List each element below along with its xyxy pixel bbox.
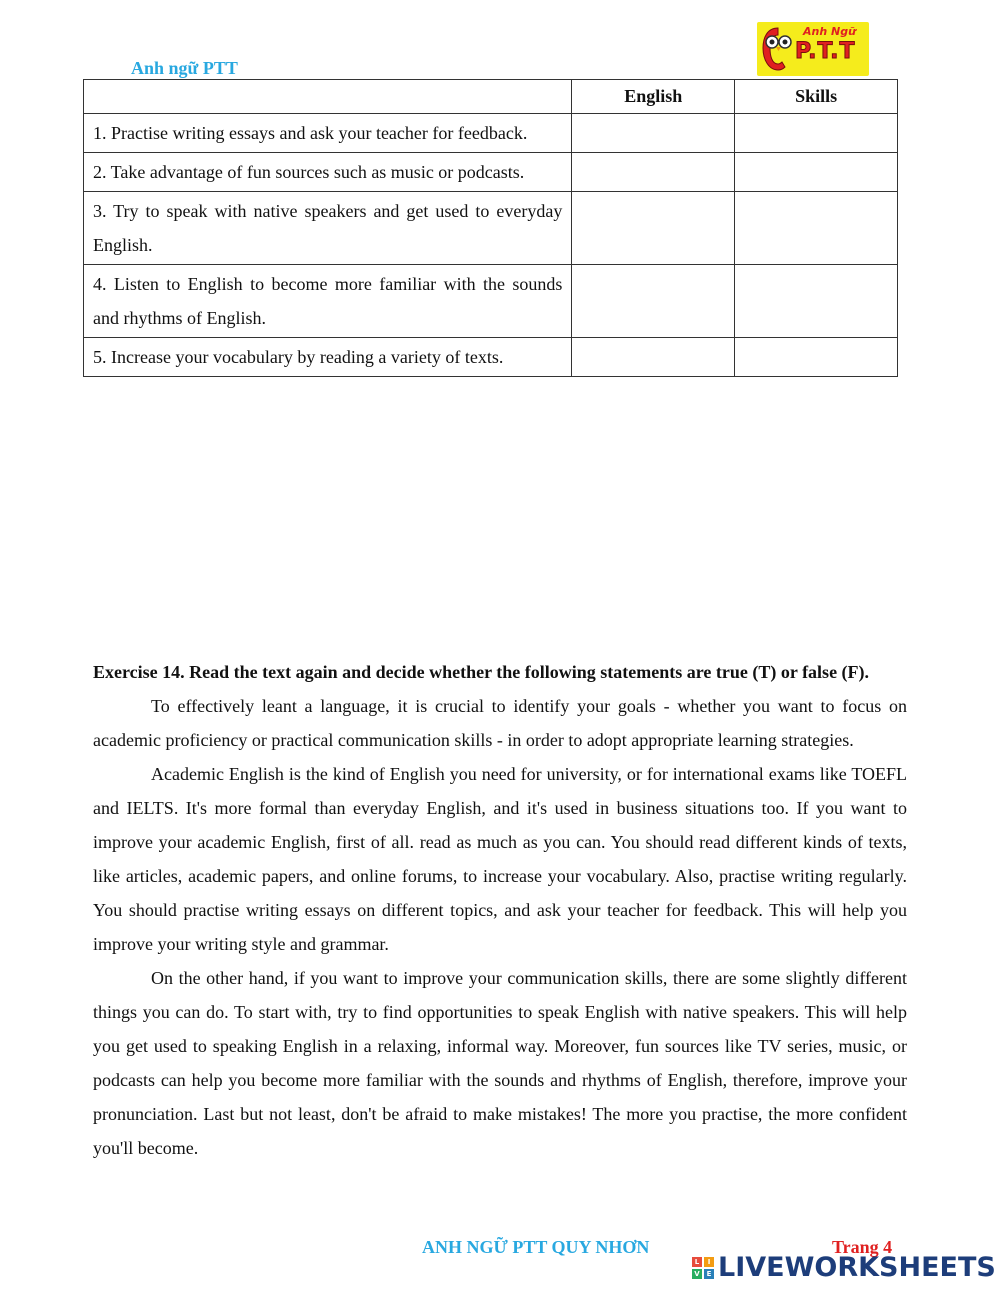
ptt-logo bbox=[757, 22, 869, 76]
answer-cell-skills[interactable] bbox=[735, 265, 898, 338]
icon-letter: V bbox=[692, 1269, 702, 1279]
table-row bbox=[84, 192, 898, 265]
icon-letter: E bbox=[704, 1269, 714, 1279]
table-row bbox=[84, 265, 898, 338]
exercise-section bbox=[93, 655, 907, 1165]
column-header bbox=[84, 80, 572, 114]
statement-cell: 1. Practise writing essays and ask your teacher for feedback. bbox=[84, 114, 572, 153]
statement-cell: 2. Take advantage of fun sources such as music or podcasts. bbox=[84, 153, 572, 192]
page-number: Trang 4 bbox=[832, 1237, 893, 1257]
watermark-text: LIVEWORKSHEETS bbox=[718, 1252, 996, 1283]
answer-cell-english[interactable] bbox=[572, 153, 735, 192]
statement-cell: 4. Listen to English to become more familiar with the sounds and rhythms of English. bbox=[84, 265, 572, 338]
answer-cell-english[interactable] bbox=[572, 192, 735, 265]
liveworksheets-icon bbox=[692, 1257, 714, 1279]
statement-cell: 5. Increase your vocabulary by reading a variety of texts. bbox=[84, 338, 572, 377]
exercise-title: Exercise 14. Read the text again and decide whether the following statements are true (T) or false (F). bbox=[93, 662, 870, 682]
answer-cell-english[interactable] bbox=[572, 265, 735, 338]
answer-cell-english[interactable] bbox=[572, 338, 735, 377]
answer-cell-english[interactable] bbox=[572, 114, 735, 153]
owl-icon bbox=[761, 26, 795, 72]
paragraph: On the other hand, if you want to improve your communication skills, there are some slightly different things you can do. To start with, try to find opportunities to speak English with native speakers. This will help you get used to speaking English in a relaxing, informal way. Moreover, fun sources like TV series, music, or podcasts can help you become more familiar with the sounds and rhythms of English, therefore, improve your pronunciation. Last but not least, don't be afraid to make mistakes! The more you practise, the more confident you'll become. bbox=[93, 968, 907, 1158]
answer-cell-skills[interactable] bbox=[735, 114, 898, 153]
answer-cell-skills[interactable] bbox=[735, 192, 898, 265]
table-row bbox=[84, 153, 898, 192]
answer-cell-skills[interactable] bbox=[735, 338, 898, 377]
statement-cell: 3. Try to speak with native speakers and get used to everyday English. bbox=[84, 192, 572, 265]
paragraph: To effectively leant a language, it is crucial to identify your goals - whether you want to focus on academic proficiency or practical communication skills - in order to adopt appropriate learning strategies. bbox=[93, 696, 907, 750]
logo-wordmark: P.T.T bbox=[795, 39, 856, 64]
header-brand: Anh ngữ PTT bbox=[131, 58, 238, 78]
table-row bbox=[84, 114, 898, 153]
footer-school-name: ANH NGỮ PTT QUY NHƠN bbox=[422, 1237, 650, 1257]
paragraph: Academic English is the kind of English you need for university, or for international exams like TOEFL and IELTS. It's more formal than everyday English, and it's used in business situations too. If you want to improve your academic English, first of all. read as much as you can. You should read different kinds of texts, like articles, academic papers, and online forums, to increase your vocabulary. Also, practise writing regularly. You should practise writing essays on different topics, and ask your teacher for feedback. This will help you improve your writing style and grammar. bbox=[93, 764, 907, 954]
icon-letter: L bbox=[692, 1257, 702, 1267]
matching-table bbox=[83, 79, 898, 377]
icon-letter: I bbox=[704, 1257, 714, 1267]
column-header-english: English bbox=[572, 80, 735, 114]
table-header-row bbox=[84, 80, 898, 114]
liveworksheets-watermark bbox=[692, 1252, 996, 1283]
table-row bbox=[84, 338, 898, 377]
answer-cell-skills[interactable] bbox=[735, 153, 898, 192]
column-header-skills: Skills bbox=[735, 80, 898, 114]
logo-tagline: Anh Ngữ bbox=[803, 25, 856, 38]
